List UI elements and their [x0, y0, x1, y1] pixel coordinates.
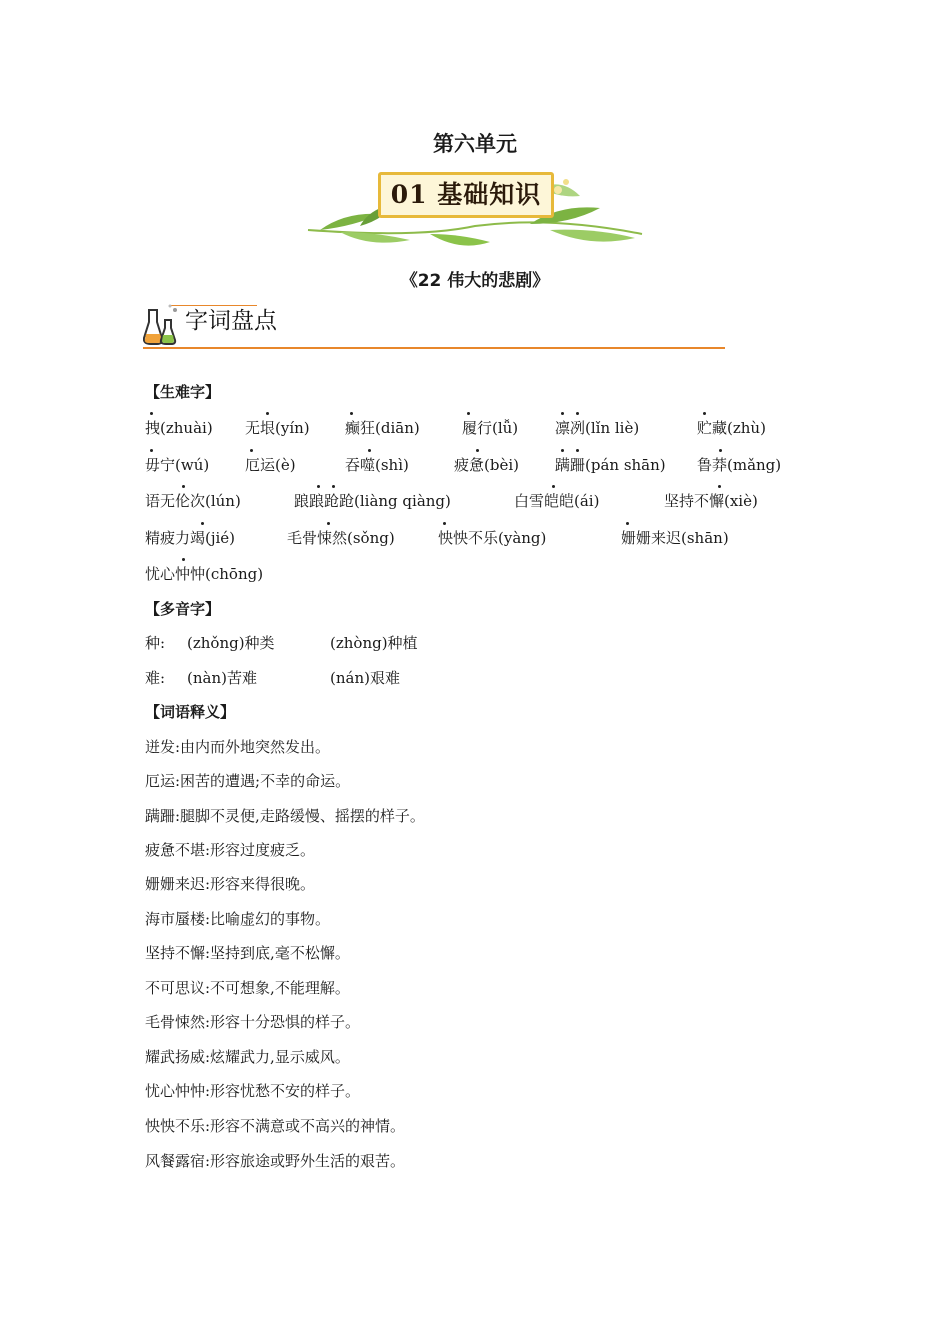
ci-yu-shi-yi-heading: 【词语释义】: [145, 703, 236, 721]
banner: [300, 168, 650, 258]
emphasis-dot: [201, 522, 204, 525]
definition-item: 风餐露宿:形容旅途或野外生活的艰苦。: [145, 1152, 406, 1170]
definition-item: 不可思议:不可想象,不能理解。: [145, 979, 350, 997]
definition-item: 忧心忡忡:形容忧愁不安的样子。: [145, 1082, 361, 1100]
word-item: 踉踉跄跄(liàng qiàng): [294, 492, 451, 510]
word-item: 疲惫(bèi): [454, 456, 519, 474]
duo-yin-reading: (zhǒng)种类: [187, 634, 275, 652]
emphasis-dot: [561, 449, 564, 452]
word-item: 坚持不懈(xiè): [664, 492, 758, 510]
emphasis-dot: [327, 522, 330, 525]
emphasis-dot: [332, 485, 335, 488]
emphasis-dot: [182, 558, 185, 561]
duo-yin-zi-heading: 【多音字】: [145, 600, 221, 618]
word-item: 拽(zhuài): [145, 419, 213, 437]
definition-item: 海市蜃楼:比喻虚幻的事物。: [145, 910, 331, 928]
emphasis-dot: [476, 449, 479, 452]
word-item: 无垠(yín): [245, 419, 310, 437]
word-item: 毛骨悚然(sǒng): [287, 529, 395, 547]
banner-box: [378, 172, 554, 218]
word-item: 姗姗来迟(shān): [621, 529, 729, 547]
emphasis-dot: [368, 449, 371, 452]
word-item: 癫狂(diān): [345, 419, 420, 437]
definition-item: 姗姗来迟:形容来得很晚。: [145, 875, 316, 893]
word-item: 忧心忡忡(chōng): [145, 565, 264, 583]
emphasis-dot: [266, 412, 269, 415]
definition-item: 厄运:困苦的遭遇;不幸的命运。: [145, 772, 351, 790]
emphasis-dot: [576, 412, 579, 415]
duo-yin-char: 难:: [145, 669, 166, 687]
emphasis-dot: [703, 412, 706, 415]
definition-item: 坚持不懈:坚持到底,毫不松懈。: [145, 944, 350, 962]
definition-item: 耀武扬威:炫耀武力,显示威风。: [145, 1048, 350, 1066]
duo-yin-char: 种:: [145, 634, 166, 652]
word-item: 毋宁(wú): [145, 456, 210, 474]
banner-text: 01 基础知识: [390, 180, 542, 209]
unit-title: 第六单元: [433, 132, 517, 156]
emphasis-dot: [182, 485, 185, 488]
emphasis-dot: [443, 522, 446, 525]
emphasis-dot: [150, 412, 153, 415]
emphasis-dot: [576, 449, 579, 452]
emphasis-dot: [317, 485, 320, 488]
emphasis-dot: [250, 449, 253, 452]
emphasis-dot: [350, 412, 353, 415]
lesson-title: 《22 伟大的悲剧》: [400, 271, 550, 291]
section-label: 字词盘点: [185, 308, 277, 334]
word-item: 语无伦次(lún): [145, 492, 241, 510]
section-header: [143, 300, 725, 352]
word-item: 吞噬(shì): [345, 456, 409, 474]
word-item: 贮藏(zhù): [697, 419, 766, 437]
word-item: 怏怏不乐(yàng): [438, 529, 547, 547]
duo-yin-reading: (nàn)苦难: [187, 669, 257, 687]
emphasis-dot: [552, 485, 555, 488]
emphasis-dot: [718, 485, 721, 488]
definition-item: 蹒跚:腿脚不灵便,走路缓慢、摇摆的样子。: [145, 807, 425, 825]
emphasis-dot: [626, 522, 629, 525]
sheng-nan-zi-heading: 【生难字】: [145, 383, 221, 401]
word-item: 白雪皑皑(ái): [514, 492, 600, 510]
word-item: 蹒跚(pán shān): [555, 456, 666, 474]
definition-item: 疲惫不堪:形容过度疲乏。: [145, 841, 316, 859]
duo-yin-reading: (nán)艰难: [330, 669, 400, 687]
duo-yin-reading: (zhòng)种植: [330, 634, 418, 652]
section-rule: [143, 347, 725, 349]
emphasis-dot: [719, 449, 722, 452]
definition-item: 迸发:由内而外地突然发出。: [145, 738, 331, 756]
definition-item: 毛骨悚然:形容十分恐惧的样子。: [145, 1013, 361, 1031]
word-item: 厄运(è): [245, 456, 296, 474]
word-item: 履行(lǚ): [462, 419, 519, 437]
word-item: 鲁莽(mǎng): [697, 456, 782, 474]
emphasis-dot: [561, 412, 564, 415]
word-item: 凛冽(lǐn liè): [555, 419, 640, 437]
definition-item: 怏怏不乐:形容不满意或不高兴的神情。: [145, 1117, 406, 1135]
emphasis-dot: [467, 412, 470, 415]
flask-icon: [143, 302, 179, 346]
word-item: 精疲力竭(jié): [145, 529, 236, 547]
emphasis-dot: [150, 449, 153, 452]
